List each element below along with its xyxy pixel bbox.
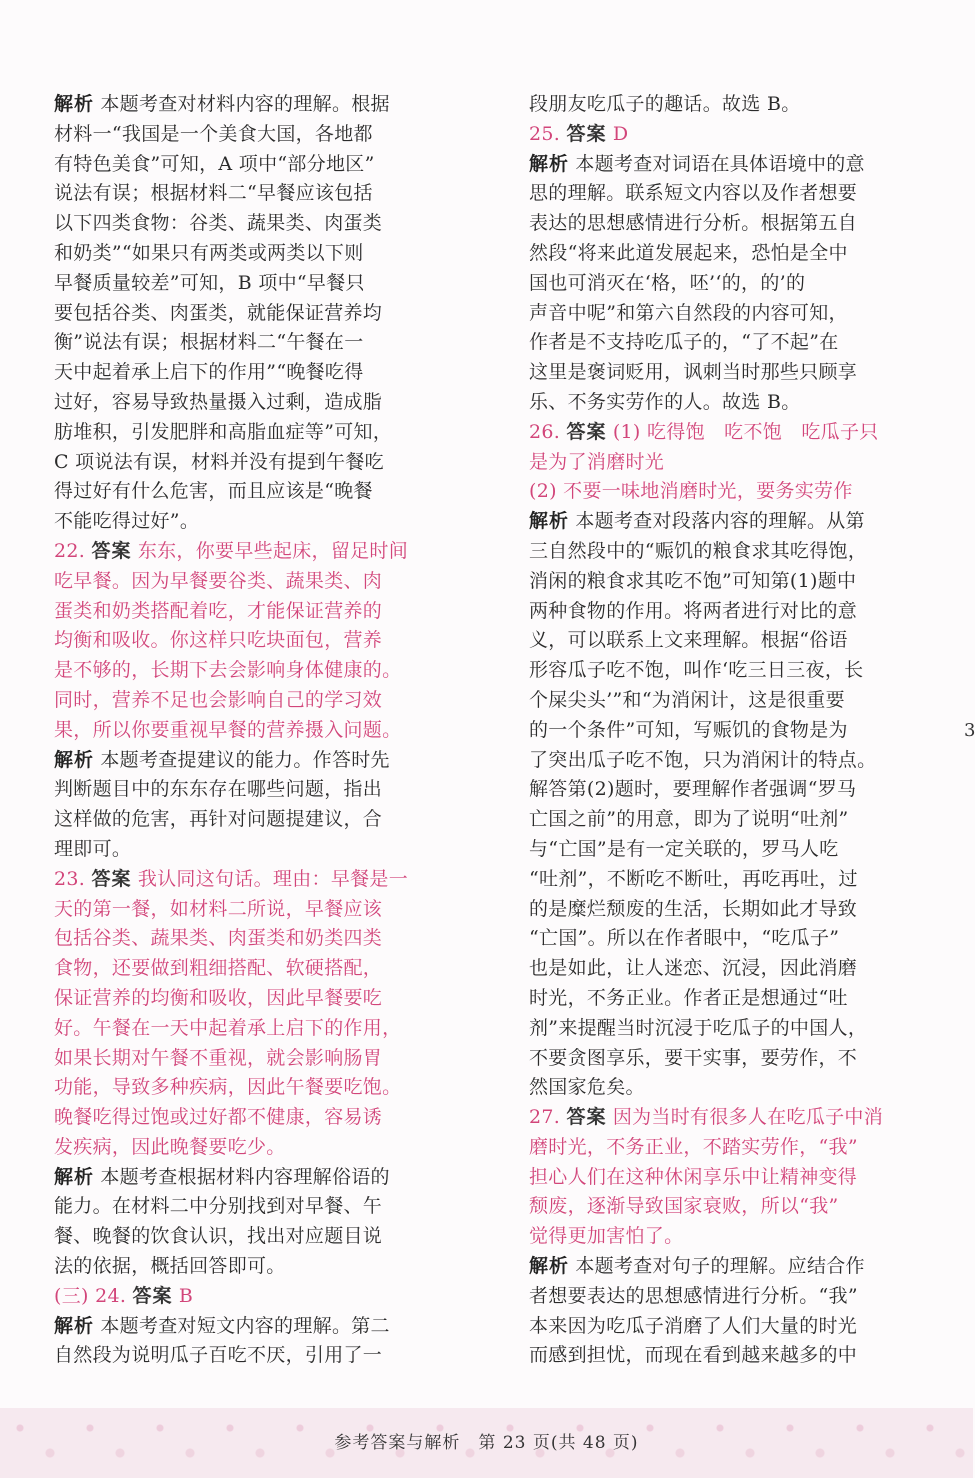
answer-text: 天的第一餐，如材料二所说，早餐应该: [54, 897, 383, 920]
body-text: 本题考查根据材料内容理解俗语的: [94, 1165, 390, 1188]
answer-text: 觉得更加害怕了。: [529, 1225, 684, 1248]
answer-text: 担心人们在这种休闲享乐中让精神变得: [529, 1165, 858, 1188]
body-text: 不要贪图享乐，要干实事，要劳作，不: [529, 1046, 858, 1069]
body-text: 国也可消灭在‘格，呸’‘的，的’的: [529, 271, 806, 294]
text-line: [54, 1252, 416, 1282]
text-line: [54, 924, 416, 954]
body-text: 然国家危矣。: [529, 1076, 645, 1099]
text-line: [54, 150, 416, 180]
text-line: [529, 120, 891, 150]
text-line: [54, 746, 416, 776]
text-line: [54, 1133, 416, 1163]
text-line: [529, 537, 891, 567]
answer-text: 保证营养的均衡和吸收，因此早餐要吃: [54, 986, 383, 1009]
answer-text: 包括谷类、蔬果类、肉蛋类和奶类四类: [54, 927, 383, 950]
edge-mark: 3: [964, 720, 975, 741]
body-text: 得过好有什么危害，而且应该是“晚餐: [54, 480, 373, 503]
body-text: 解答第(2)题时，要理解作者强调“罗马: [529, 778, 857, 801]
text-line: [529, 597, 891, 627]
text-line: [54, 1222, 416, 1252]
text-line: [54, 686, 416, 716]
text-line: [529, 775, 891, 805]
text-line: [529, 358, 891, 388]
body-text: 个屎尖头’”和“为消闲计，这是很重要: [529, 688, 845, 711]
body-text: 三自然段中的“赈饥的粮食求其吃得饱，: [529, 539, 868, 562]
body-text: 本题考查对短文内容的理解。第二: [94, 1314, 390, 1337]
text-line: [54, 1073, 416, 1103]
body-text: 本题考查对材料内容的理解。根据: [94, 93, 390, 115]
body-text: 要包括谷类、肉蛋类，就能保证营养均: [54, 301, 383, 324]
body-text: “亡国”。所以在作者眼中，“吃瓜子”: [529, 927, 840, 950]
text-line: [529, 835, 891, 865]
text-line: [54, 239, 416, 269]
text-line: [54, 656, 416, 686]
answer-text: 果，所以你要重视早餐的营养摄入问题。: [54, 718, 402, 741]
text-line: [54, 418, 416, 448]
text-line: [54, 895, 416, 925]
body-text: 作者是不支持吃瓜子的，“了不起”在: [529, 331, 839, 354]
text-line: [529, 1222, 891, 1252]
text-line: [529, 805, 891, 835]
text-line: [529, 567, 891, 597]
body-text: “吐剂”，不断吃不断吐，再吃再吐，过: [529, 867, 858, 890]
text-line: [54, 626, 416, 656]
answer-text: B: [172, 1284, 194, 1307]
answer-text: (1) 吃得饱 吃不饱 吃瓜子只: [606, 420, 879, 443]
text-line: [54, 716, 416, 746]
page-footer: 参考答案与解析 第 23 页(共 48 页): [334, 1433, 639, 1453]
body-text: 者想要表达的思想感情进行分析。“我”: [529, 1284, 858, 1307]
text-line: [54, 954, 416, 984]
question-number: (三) 24.: [54, 1284, 133, 1307]
text-line: [54, 358, 416, 388]
answer-text: 东东，你要早些起床，留足时间: [131, 539, 409, 562]
text-line: [529, 1192, 891, 1222]
body-text: 衡”说法有误；根据材料二“午餐在一: [54, 331, 364, 354]
question-number: 22.: [54, 539, 92, 562]
body-text: 思的理解。联系短文内容以及作者想要: [529, 182, 858, 205]
body-text: 本来因为吃瓜子消磨了人们大量的时光: [529, 1314, 858, 1337]
answer-text: 蛋类和奶类搭配着吃，才能保证营养的: [54, 599, 383, 622]
text-line: [54, 1103, 416, 1133]
body-text: 与“亡国”是有一定关联的，罗马人吃: [529, 837, 839, 860]
answer-text: 如果长期对午餐不重视，就会影响肠胃: [54, 1046, 383, 1069]
answer-text: (2) 不要一味地消磨时光，要务实劳作: [529, 480, 853, 503]
text-line: [529, 1341, 891, 1371]
text-line: [529, 477, 891, 507]
text-line: [54, 567, 416, 597]
text-line: [54, 179, 416, 209]
text-line: [529, 954, 891, 984]
text-line: [54, 269, 416, 299]
answer-text: 因为当时有很多人在吃瓜子中消: [606, 1106, 884, 1129]
answer-text: 发疾病，因此晚餐要吃少。: [54, 1135, 286, 1158]
body-text: 和奶类”“如果只有两类或两类以下则: [54, 241, 364, 264]
text-line: [529, 626, 891, 656]
body-text: 时光，不务正业。作者正是想通过“吐: [529, 986, 848, 1009]
body-text: 判断题目中的东东存在哪些问题，指出: [54, 778, 383, 801]
answer-text: 我认同这句话。理由：早餐是一: [131, 867, 409, 890]
text-line: [529, 984, 891, 1014]
answer-label: 答案: [566, 1106, 607, 1129]
body-text: 过好，容易导致热量摄入过剩，造成脂: [54, 390, 383, 413]
text-line: [54, 597, 416, 627]
text-line: [54, 1312, 416, 1342]
body-text: 这样做的危害，再针对问题提建议，合: [54, 808, 383, 831]
text-line: [54, 477, 416, 507]
text-line: [529, 239, 891, 269]
body-text: 理即可。: [54, 837, 132, 860]
text-line: [529, 924, 891, 954]
body-text: 肪堆积，引发肥胖和高脂血症等”可知，: [54, 420, 393, 443]
left-column: [54, 90, 416, 1371]
text-line: [54, 1341, 416, 1371]
analysis-label: 解析: [529, 1255, 570, 1278]
text-line: [529, 328, 891, 358]
text-line: [529, 209, 891, 239]
body-text: 本题考查对段落内容的理解。从第: [569, 510, 865, 533]
text-line: [54, 1014, 416, 1044]
text-line: [529, 388, 891, 418]
body-text: 本题考查对句子的理解。应结合作: [569, 1255, 865, 1278]
body-text: 表达的思想感情进行分析。根据第五自: [529, 212, 858, 235]
text-line: [529, 895, 891, 925]
body-text: 了突出瓜子吃不饱，只为消闲计的特点。: [529, 748, 877, 771]
text-line: [54, 1282, 416, 1312]
body-text: 剂”来提醒当时沉浸于吃瓜子的中国人，: [529, 1016, 868, 1039]
analysis-label: 解析: [54, 1314, 95, 1337]
body-text: C 项说法有误，材料并没有提到午餐吃: [54, 450, 384, 473]
answer-text: 磨时光，不务正业，不踏实劳作，“我”: [529, 1135, 858, 1158]
text-line: [529, 179, 891, 209]
analysis-label: 解析: [54, 93, 95, 115]
text-line: [54, 120, 416, 150]
question-number: 23.: [54, 867, 92, 890]
body-text: 也是如此，让人迷恋、沉浸，因此消磨: [529, 957, 858, 980]
body-text: 形容瓜子吃不饱，叫作‘吃三日三夜，长: [529, 659, 864, 682]
text-line: [529, 150, 891, 180]
body-text: 消闲的粮食求其吃不饱”可知第(1)题中: [529, 569, 857, 592]
body-text: 义，可以联系上文来理解。根据“俗语: [529, 629, 848, 652]
answer-label: 答案: [566, 420, 607, 443]
body-text: 而感到担忧，而现在看到越来越多的中: [529, 1344, 858, 1367]
body-text: 法的依据，概括回答即可。: [54, 1255, 286, 1278]
text-line: [54, 537, 416, 567]
answer-label: 答案: [91, 539, 132, 562]
body-text: 以下四类食物：谷类、蔬果类、肉蛋类: [54, 212, 383, 235]
body-text: 的一个条件”可知，写赈饥的食物是为: [529, 718, 848, 741]
text-line: [54, 209, 416, 239]
text-line: [529, 269, 891, 299]
text-line: [529, 418, 891, 448]
text-line: [529, 1252, 891, 1282]
right-column: [529, 90, 891, 1371]
text-line: [529, 686, 891, 716]
text-line: [54, 1044, 416, 1074]
body-text: 本题考查对词语在具体语境中的意: [569, 152, 865, 175]
text-line: [529, 716, 891, 746]
text-line: [529, 865, 891, 895]
text-line: [529, 1312, 891, 1342]
answer-label: 答案: [91, 867, 132, 890]
body-text: 不能吃得过好”。: [54, 510, 200, 533]
text-line: [54, 865, 416, 895]
text-line: [529, 90, 891, 120]
body-text: 段朋友吃瓜子的趣话。故选 B。: [529, 93, 801, 115]
body-text: 两种食物的作用。将两者进行对比的意: [529, 599, 858, 622]
body-text: 然段“将来此道发展起来，恐怕是全中: [529, 241, 848, 264]
text-line: [529, 1163, 891, 1193]
text-line: [529, 1073, 891, 1103]
text-line: [529, 656, 891, 686]
text-line: [529, 507, 891, 537]
question-number: 27.: [529, 1106, 567, 1129]
text-line: [529, 299, 891, 329]
text-line: [54, 448, 416, 478]
text-line: [529, 1103, 891, 1133]
answer-text: 好。午餐在一天中起着承上启下的作用，: [54, 1016, 402, 1039]
body-text: 声音中呢”和第六自然段的内容可知，: [529, 301, 848, 324]
body-text: 餐、晚餐的饮食认识，找出对应题目说: [54, 1225, 383, 1248]
body-text: 这里是褒词贬用，讽刺当时那些只顾享: [529, 361, 858, 384]
body-text: 说法有误；根据材料二“早餐应该包括: [54, 182, 373, 205]
text-line: [54, 1163, 416, 1193]
analysis-label: 解析: [529, 510, 570, 533]
text-line: [529, 746, 891, 776]
answer-label: 答案: [132, 1284, 173, 1307]
body-text: 亡国之前”的用意，即为了说明“吐剂”: [529, 808, 849, 831]
body-text: 天中起着承上启下的作用”“晚餐吃得: [54, 361, 364, 384]
analysis-label: 解析: [54, 1165, 95, 1188]
text-line: [54, 805, 416, 835]
text-line: [529, 1133, 891, 1163]
text-line: [54, 90, 416, 120]
text-line: [54, 984, 416, 1014]
body-text: 能力。在材料二中分别找到对早餐、午: [54, 1195, 383, 1218]
question-number: 25.: [529, 122, 567, 145]
text-line: [54, 1192, 416, 1222]
text-line: [529, 1282, 891, 1312]
answer-text: 吃早餐。因为早餐要谷类、蔬果类、肉: [54, 569, 383, 592]
text-line: [54, 388, 416, 418]
body-text: 早餐质量较差”可知，B 项中“早餐只: [54, 271, 365, 294]
text-line: [54, 775, 416, 805]
answer-text: 是为了消磨时光: [529, 450, 665, 473]
body-text: 的是糜烂颓废的生活，长期如此才导致: [529, 897, 858, 920]
answer-text: 是不够的，长期下去会影响身体健康的。: [54, 659, 402, 682]
analysis-label: 解析: [54, 748, 95, 771]
body-text: 材料一“我国是一个美食大国，各地都: [54, 122, 373, 145]
text-line: [54, 835, 416, 865]
text-line: [529, 1044, 891, 1074]
answer-text: 均衡和吸收。你这样只吃块面包，营养: [54, 629, 383, 652]
text-line: [54, 299, 416, 329]
text-line: [529, 1014, 891, 1044]
body-text: 本题考查提建议的能力。作答时先: [94, 748, 390, 771]
question-number: 26.: [529, 420, 567, 443]
text-line: [54, 507, 416, 537]
body-text: 乐、不务实劳作的人。故选 B。: [529, 390, 801, 413]
answer-text: 功能，导致多种疾病，因此午餐要吃饱。: [54, 1076, 402, 1099]
answer-text: 食物，还要做到粗细搭配、软硬搭配，: [54, 957, 383, 980]
body-text: 自然段为说明瓜子百吃不厌，引用了一: [54, 1344, 383, 1367]
answer-text: D: [606, 122, 629, 145]
answer-text: 同时，营养不足也会影响自己的学习效: [54, 688, 383, 711]
analysis-label: 解析: [529, 152, 570, 175]
answer-label: 答案: [566, 122, 607, 145]
answer-text: 晚餐吃得过饱或过好都不健康，容易诱: [54, 1106, 383, 1129]
text-line: [529, 448, 891, 478]
answer-text: 颓废，逐渐导致国家衰败，所以“我”: [529, 1195, 839, 1218]
body-text: 有特色美食”可知，A 项中“部分地区”: [54, 152, 375, 175]
text-line: [54, 328, 416, 358]
